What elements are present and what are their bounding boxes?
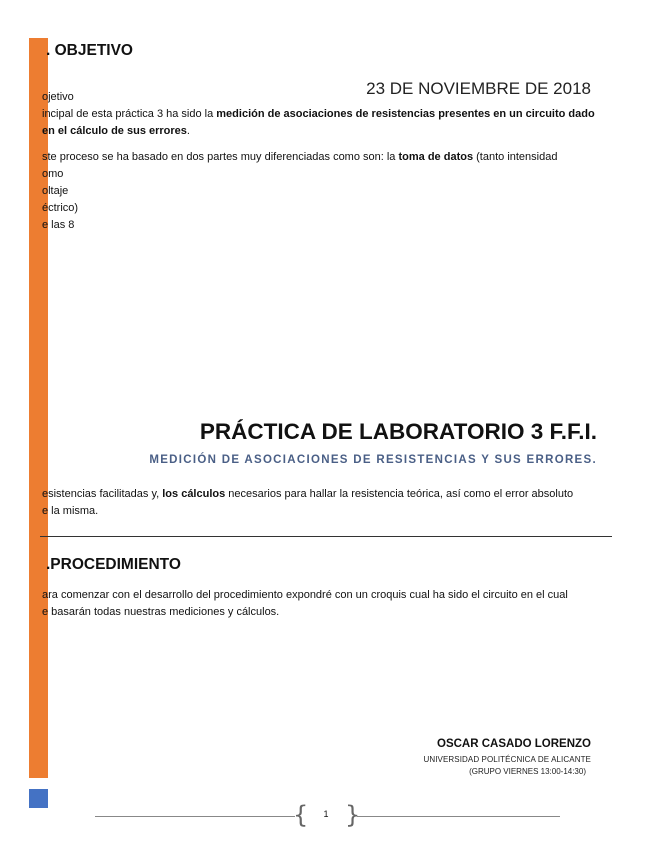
document-date: 23 DE NOVIEMBRE DE 2018 bbox=[366, 79, 591, 98]
objective-paragraph bbox=[42, 89, 622, 234]
bold-run: en el cálculo de sus errores bbox=[42, 125, 187, 137]
right-brace-icon: } bbox=[345, 801, 361, 829]
text-line: ara comenzar con el desarrollo del procedimiento expondré con un croquis cual ha sido el circuito en el cual bbox=[42, 589, 568, 601]
group-schedule: (GRUPO VIERNES 13:00-14:30) bbox=[469, 767, 586, 776]
text-run: (tanto intensidad bbox=[473, 151, 558, 163]
text-line: éctrico) bbox=[42, 202, 79, 214]
text-line bbox=[42, 106, 622, 123]
text-line: e basarán todas nuestras mediciones y cálculos. bbox=[42, 606, 280, 618]
main-title: PRÁCTICA DE LABORATORIO 3 F.F.I. bbox=[199, 419, 597, 444]
text-line: e la misma. bbox=[42, 505, 99, 517]
bold-run: los cálculos bbox=[162, 488, 226, 500]
bold-run: toma de datos bbox=[398, 151, 474, 163]
text-run: . bbox=[186, 125, 190, 137]
section-heading-procedimiento: .PROCEDIMIENTO bbox=[46, 556, 181, 573]
bold-run: medición de asociaciones de resistencias presentes en un circuito dado bbox=[216, 108, 595, 120]
text-line: omo bbox=[42, 168, 64, 180]
text-run: incipal de esta práctica 3 ha sido la bbox=[42, 108, 217, 120]
resistances-paragraph bbox=[42, 486, 617, 520]
left-brace-icon: { bbox=[293, 801, 309, 829]
page-number: 1 bbox=[323, 809, 329, 819]
horizontal-rule bbox=[40, 536, 612, 537]
paragraph-gap bbox=[42, 140, 622, 149]
text-line bbox=[42, 486, 617, 503]
author-name: OSCAR CASADO LORENZO bbox=[437, 738, 591, 750]
text-run: necesarios para hallar la resistencia teórica, así como el error absoluto bbox=[225, 488, 574, 500]
text-line: ojetivo bbox=[42, 91, 74, 103]
subtitle: MEDICIÓN DE ASOCIACIONES DE RESISTENCIAS Y SUS ERRORES. bbox=[149, 454, 597, 466]
footer-line-left bbox=[95, 816, 295, 817]
footer-line-right bbox=[357, 816, 560, 817]
section-heading-objetivo: . OBJETIVO bbox=[46, 42, 133, 59]
university-name: UNIVERSIDAD POLITÉCNICA DE ALICANTE bbox=[423, 755, 591, 764]
text-line: oltaje bbox=[42, 185, 69, 197]
text-run: ste proceso se ha basado en dos partes muy diferenciadas como son: la bbox=[42, 151, 399, 163]
procedure-paragraph bbox=[42, 587, 617, 621]
text-line bbox=[42, 123, 622, 140]
text-line bbox=[42, 149, 622, 166]
text-line: e las 8 bbox=[42, 219, 75, 231]
text-run: esistencias facilitadas y, bbox=[42, 488, 163, 500]
blue-accent-square bbox=[29, 789, 48, 808]
